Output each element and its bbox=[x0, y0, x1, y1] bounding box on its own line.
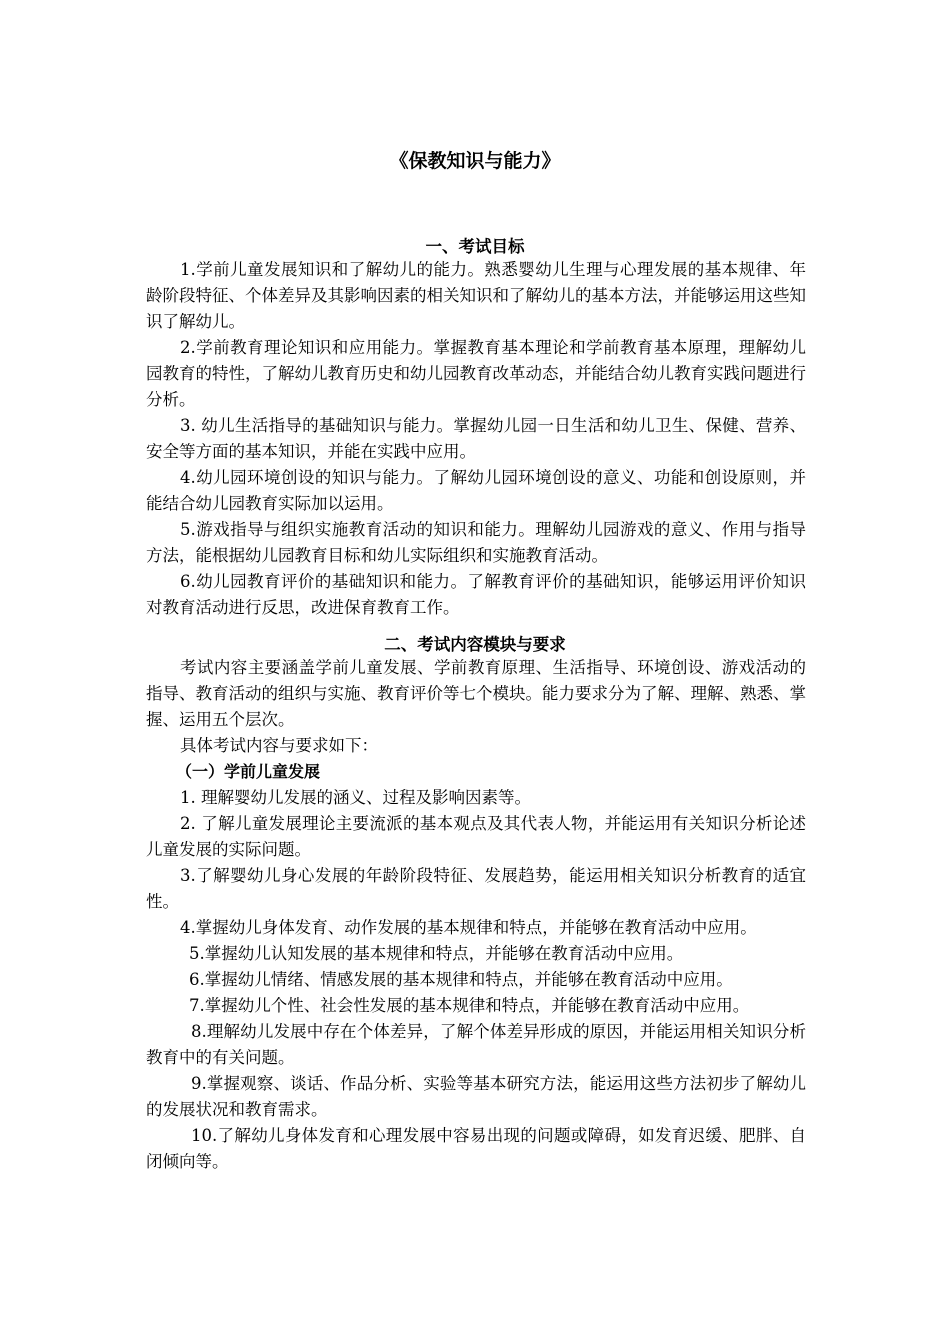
content-item: 4.掌握幼儿身体发育、动作发展的基本规律和特点，并能够在教育活动中应用。 bbox=[180, 918, 757, 937]
document-title: 《保教知识与能力》 bbox=[389, 150, 561, 172]
section-heading-content-modules: 二、考试内容模块与要求 bbox=[384, 635, 566, 654]
content-item: 7.掌握幼儿个性、社会性发展的基本规律和特点，并能够在教育活动中应用。 bbox=[189, 996, 750, 1015]
goal-item: 4.幼儿园环境创设的知识与能力。了解幼儿园环境创设的意义、功能和创设原则，并能结合幼儿园教育实际加以运用。 bbox=[146, 468, 806, 513]
content-item: 2. 了解儿童发展理论主要流派的基本观点及其代表人物，并能运用有关知识分析论述儿童发展的实际问题。 bbox=[146, 814, 806, 859]
exam-goals-list bbox=[146, 257, 806, 621]
goal-item: 3. 幼儿生活指导的基础知识与能力。掌握幼儿园一日生活和幼儿卫生、保健、营养、安全等方面的基本知识，并能在实践中应用。 bbox=[146, 416, 806, 461]
goal-item: 5.游戏指导与组织实施教育活动的知识和能力。理解幼儿园游戏的意义、作用与指导方法，能根据幼儿园教育目标和幼儿实际组织和实施教育活动。 bbox=[146, 520, 806, 565]
section-heading-exam-goals: 一、考试目标 bbox=[425, 237, 525, 256]
content-item: 9.掌握观察、谈话、作品分析、实验等基本研究方法，能运用这些方法初步了解幼儿的发展状况和教育需求。 bbox=[146, 1074, 806, 1119]
section-intro: 考试内容主要涵盖学前儿童发展、学前教育原理、生活指导、环境创设、游戏活动的指导、教育活动的组织与实施、教育评价等七个模块。能力要求分为了解、理解、熟悉、掌握、运用五个层次。 bbox=[146, 658, 806, 729]
content-item: 5.掌握幼儿认知发展的基本规律和特点，并能够在教育活动中应用。 bbox=[189, 944, 684, 963]
content-item: 8.理解幼儿发展中存在个体差异，了解个体差异形成的原因，并能运用相关知识分析教育中的有关问题。 bbox=[146, 1022, 806, 1067]
content-item: 6.掌握幼儿情绪、情感发展的基本规律和特点，并能够在教育活动中应用。 bbox=[189, 970, 733, 989]
content-item: 1. 理解婴幼儿发展的涵义、过程及影响因素等。 bbox=[180, 788, 531, 807]
content-item: 10.了解幼儿身体发育和心理发展中容易出现的问题或障碍，如发育迟缓、肥胖、自闭倾向等。 bbox=[146, 1126, 806, 1171]
subsection-heading: （一）学前儿童发展 bbox=[176, 762, 321, 781]
section-lead: 具体考试内容与要求如下： bbox=[180, 736, 378, 755]
content-item: 3.了解婴幼儿身心发展的年龄阶段特征、发展趋势，能运用相关知识分析教育的适宜性。 bbox=[146, 866, 806, 911]
goal-item: 2.学前教育理论知识和应用能力。掌握教育基本理论和学前教育基本原理，理解幼儿园教育的特性，了解幼儿教育历史和幼儿园教育改革动态，并能结合幼儿教育实践问题进行分析。 bbox=[146, 338, 806, 409]
goal-item: 6.幼儿园教育评价的基础知识和能力。了解教育评价的基础知识，能够运用评价知识对教育活动进行反思，改进保育教育工作。 bbox=[146, 572, 806, 617]
content-modules-body bbox=[146, 655, 806, 1175]
goal-item: 1.学前儿童发展知识和了解幼儿的能力。熟悉婴幼儿生理与心理发展的基本规律、年龄阶段特征、个体差异及其影响因素的相关知识和了解幼儿的基本方法，并能够运用这些知识了解幼儿。 bbox=[146, 260, 806, 331]
